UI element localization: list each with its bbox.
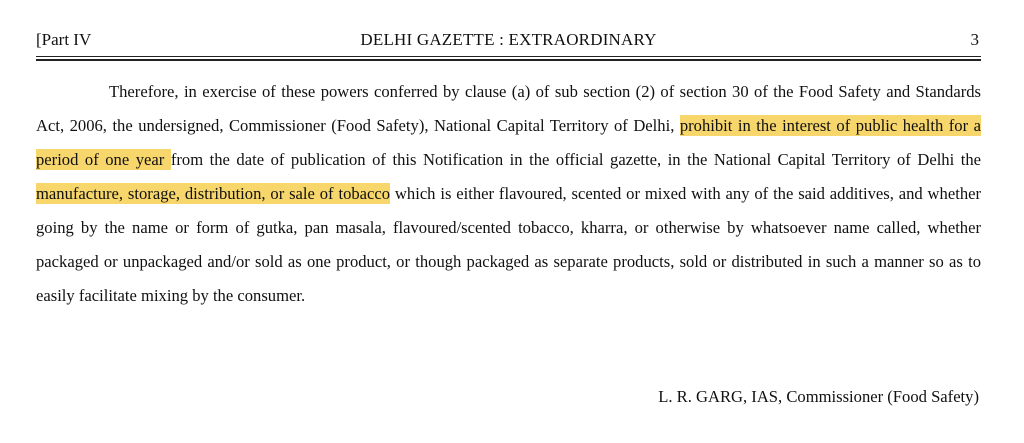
header-rule-thin xyxy=(36,56,981,57)
paragraph-text-2: from the date of publication of this Notification in the official gazette, in the National Capital Territory of Delhi the xyxy=(170,150,982,169)
signatory-line: L. R. GARG, IAS, Commissioner (Food Safety) xyxy=(658,387,979,406)
highlight-prohibition-period: prohibit in the interest of public health for a period of one year xyxy=(36,116,981,169)
highlight-prohibited-activities: manufacture, storage, distribution, or sale of tobacco xyxy=(36,184,391,203)
paragraph-text-1: Therefore, in exercise of these powers conferred by clause (a) of sub section (2) of section 30 of the Food Safety and Standards Act, 2006, the undersigned, Commissioner (Food Safety), National Capital Territory of Delhi, xyxy=(36,82,981,135)
header-page-number: 3 xyxy=(970,30,979,49)
paragraph-text-3: which is either flavoured, scented or mixed with any of the said additives, and whether going by the name or form of gutka, pan masala, flavoured/scented tobacco, kharra, or otherwise by whatsoever name called, whether packaged or unpackaged and/or sold as one product, or though packaged as separate products, sold or distributed in such a manner so as to easily facilitate mixing by the consumer. xyxy=(36,184,982,305)
header-gazette-title: DELHI GAZETTE : EXTRAORDINARY xyxy=(360,30,657,49)
header-rule-thick xyxy=(36,59,981,61)
page-header xyxy=(36,28,981,52)
header-part-label: [Part IV xyxy=(36,30,92,49)
gazette-page xyxy=(36,0,981,443)
notification-paragraph xyxy=(36,75,981,313)
